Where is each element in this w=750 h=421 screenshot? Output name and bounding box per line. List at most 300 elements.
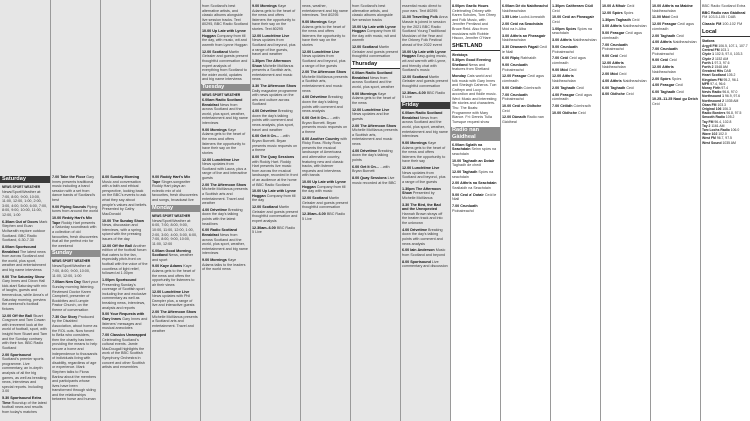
programme-title: 10.00 Up Late with Lynne Hoggan [302,180,346,189]
day-heading: Friday [400,102,450,109]
programme-entry [252,134,298,152]
programme-title: 1.55 Ltrie [502,15,520,20]
programme-entry [402,91,448,100]
column-divider [150,0,151,421]
programme-description: with Roddy Hart. Roddy Hart presents live music from across the musical landscape, recorded in front of an audience at the home of BBC Radio Scotland [252,159,298,187]
programme-title: 6.00 Get It On... [302,116,330,120]
station-name: West Sound [702,140,723,145]
programme-entry [52,264,98,278]
programme-title: 1.30pm Taghadh [602,17,632,22]
programme-title: 8.00 Oidhche [602,92,626,97]
station-value: DAB [724,69,732,74]
programme-description: Ceòl [626,85,634,90]
programme-entry [2,396,48,414]
programme-description: Pìobaireachd [652,51,674,56]
programme-description: Mark Stephen and Euan McIlwraith explore outdoor Scotland. BBC Radio Scotland, 6.30-7.30 [2,219,48,243]
station-value: 105.2 [726,73,736,78]
programme-entry [452,143,498,157]
programme-entry [652,40,698,45]
section-subheading: NEWS SPORT WEATHER [2,185,41,189]
programme-entry [202,4,248,27]
programme-entry [402,248,448,257]
programme-description: Presenting Sunday's coverage of Scottish sport including live and exclusive commentary as well as breaking news, interviews, analysis and reports [102,282,147,310]
programme-title: 4.00 Drivetime [252,109,279,114]
programme-description: Ceòl [676,33,684,38]
programme-description: Ceòl agus còmhradh [552,92,592,102]
programme-title: 9.00 Ceòl [602,53,620,58]
programme-description: Piping tunes from around the world [52,204,98,214]
programme-title: 8.00 The Quay Sessions [252,154,295,159]
programme-title: 12.00 Lunchtime Live [152,289,190,294]
programme-description: Ceòl [676,90,684,95]
column-divider [400,0,401,421]
programme-title: 4.00 Aithris [602,78,623,83]
programme-title: 2.00 Taghadh [552,85,577,90]
programme-title: 4.00 Aithris [652,40,673,45]
programme-description: Celebrating Orkney with Karen Scholes, Tom Ohrey and Folk Music, with Jennifer Pentland and Bruce Reid. Also from musicians with Robbie Hiscox, Jennifer O'Hare [452,8,496,41]
programme-description: Ceòl agus còmhradh [552,56,586,65]
programme-description: Gary Innes and Dixon Hall kick-start Saturday with mix of laughs, guests and tremendous, while Anna's of Saturday morning, preview the weekend's football fixtures [2,279,49,311]
programme-title: Monday [452,73,467,78]
station-name: Smooth Radio [702,115,726,120]
programme-description: Martin Geissler and guests present thoughtful conversation [402,74,448,89]
station-name: Clyde 1 [702,52,716,57]
programme-entry [352,45,398,59]
station-name: West FM [702,136,717,141]
programme-title: 6.30am Out of Doors [2,219,40,224]
programme-title: 11.00 Travelling Folk [402,15,439,20]
programme-description: Michelle McManus presents a Scottish arts, entertainment and music news [252,63,294,82]
programme-description: Kaye Adams gets to the heart of the news and offers the opportunity for listeners to air their views [152,264,196,287]
listing-column [350,0,400,421]
programme-title: 2.00 Aithris na Seachdain [452,181,497,186]
programme-entry [102,175,148,216]
programme-description: Ceòl [652,101,660,106]
programme-description: Pìobaireachd [502,97,524,102]
programme-title: 4.00 Drivetime [402,227,429,232]
programme-entry [402,15,448,47]
programme-title: 7.00 Ceòl [552,56,570,61]
programme-title: 6.00am Radio Scotland Breakfast [352,71,393,80]
programme-title: 12.30am–6.00 [252,225,277,230]
programme-description: Ceòl [576,85,584,90]
programme-description: Pìobaireachd [552,49,574,54]
programme-description: BBC Radio 5 Live [302,212,346,221]
programme-description: The latest news from across Scotland and the world, plus sport, weather and entertainment and big name interviews [2,249,46,272]
programme-entry [202,258,248,272]
station-value: 96.4, 102.8 [714,119,732,124]
programme-description: Naidheachdan [572,38,597,43]
programme-description: Ceòl [675,83,683,88]
programme-description: Martin Geissler and guests present thoughtful conversation and expert analysis of everything from Scotland to the wider world, updates and big name interviews [202,49,248,82]
programme-entry [302,70,348,93]
programme-description: Ceòl [626,4,635,8]
programme-entry [52,315,98,402]
programme-entry [202,50,248,82]
programme-description: News/Sport/Weather at: 6:00, 7:00, 8:00, 9:00, 10:00, 11:00, 12:00, 1:00, 2:00, 3:00, 4:00, 5:00, 6:00, 7:00, 8:00, 9:00, 10:00, 11:00, 12:00 [152,218,198,246]
programme-title: 2.00 The Afternoon Show [352,123,397,128]
programme-entry [502,93,548,102]
programme-title: 5.30pm Good Evening Shetland [452,57,491,67]
programme-description: Hannah Brown strays off the beaten track and into the unknown [402,211,443,226]
programme-entry [602,54,648,59]
programme-description: News updates from Scotland and beyond, plus a range of live guests [302,54,346,68]
programme-entry [602,72,648,77]
programme-entry [602,11,648,16]
programme-entry [552,86,598,91]
station-value: 103.1 [720,48,729,53]
programme-entry [402,4,448,13]
programme-description: news, weather, entertainment and big name interviews. Text 80295 [302,4,348,18]
programme-entry [252,189,298,203]
station-name: Oban FM [702,102,718,107]
programme-entry [102,278,148,310]
station-name: Wave 102 [702,132,719,137]
programme-description: Breaking down the day's talking points with comment and news analysis [402,227,443,246]
station-value: 1548 AM [714,64,728,69]
programme-title: 7.30 Our Story [52,314,79,319]
programme-description: Gary Innes and listeners' messages and musical anecdotes [102,316,148,331]
programme-description: Naidheachdan [622,24,647,29]
column-divider [250,0,251,421]
programme-entry [552,15,598,24]
programme-entry [452,4,498,41]
programme-description: Daily magazine programme with news updates on the arts and culture across Scotland [252,88,298,107]
programme-description: News updates with Phil Dampier plus, a range of live and interactive guests [152,294,195,308]
programme-entry [402,141,448,164]
programme-entry [152,310,198,333]
programme-title: 4.00 Drivetime [302,95,329,100]
programme-entry [652,58,698,63]
programme-description: Seallaidh na Seachdain [452,185,491,190]
column-divider [650,0,651,421]
programme-entry [52,216,98,248]
station-name: Forth 2 [702,64,715,69]
programme-title: 3.30 The Bird, the Bad and the Unexpected [402,202,441,212]
programme-description: Ceòl [552,8,560,13]
programme-title: 12.00 Aithris [552,74,574,79]
programme-entry [302,196,348,210]
programme-title: 12.00 Lunchtime Live [352,107,390,112]
programme-title: 9.00 Mornings [202,127,228,132]
programme-entry [302,116,348,134]
programme-entry [552,45,598,54]
programme-description: Company from till the day [252,193,296,203]
programme-description: Seinn spòrs na seachdain [452,147,497,156]
programme-entry [2,220,48,243]
programme-description: Spòrs na seachdain [552,26,592,36]
programme-description: Còmhradh [573,103,591,108]
station-name: Argyll FM [702,43,719,48]
programme-title: 1.30pm Caithream Ciùil [552,4,593,8]
programme-entry [152,219,198,247]
station-value: 96.6, 97.0 [722,90,738,95]
programme-description: News, weather and sport [152,253,193,262]
programme-entry [252,59,298,82]
programme-title: 6.00 Iain Anderson [402,248,436,253]
programme-title: 5.00 Cèilidh [502,85,524,90]
programme-entry [702,11,748,20]
programme-entry [602,86,648,91]
programme-entry [2,275,48,312]
station-value: 1161 AM [711,123,725,128]
programme-description: Stuart Cosgrove and Tam Cowan with irreverent look at the world of football, sport, with insight from Stuart and Tam and the Sunday contrary with their fun. BBC Radio Scotland [2,313,48,350]
programme-description: ...with Bryan Burnett. Bryan presents music requests on a theme [252,134,298,153]
station-name: Greatest Hits [702,69,725,74]
programme-description: Ceòl [552,19,560,24]
programme-entry [202,158,248,181]
listing-column [100,0,150,421]
programme-description: BBC Radio Scotland Extra [702,4,746,8]
programme-entry [502,4,548,13]
programme-title: 12.00 Aithris [652,65,674,70]
station-value: 97.3, 97.6 [714,60,730,65]
programme-entry [652,4,698,13]
programme-entry [402,50,448,73]
programme-entry [152,249,198,263]
programme-entry [402,111,448,139]
programme-title: 10.00 Reddy Hart's Mix Tape [52,216,93,225]
station-name: Tay 2 [702,123,712,128]
programme-description: Singer-songwriter Roddy Hart plays an eclectic mix of old favourites, fresh discoveries and songs, broadcast live [152,179,198,202]
programme-entry [652,15,698,20]
station-name: Two Lochs Radio [702,128,731,132]
programme-description: Ceòl agus còmhradh [502,74,545,84]
programme-description: Ceòl le Niall [502,44,548,54]
programme-entry [502,56,548,61]
listing-column [200,0,250,421]
listing-column [300,0,350,421]
station-name: Northsound 2 [702,98,725,103]
programme-description: Ceòl le Niall [452,192,497,202]
programme-entry [102,312,148,330]
programme-title: 12.00 Lunchtime Live [202,157,240,162]
programme-entry [202,128,248,156]
programme-title: 2.00 Taghadh [652,33,677,38]
programme-title: 2.00 The Afternoon Show [202,182,247,187]
programme-entry [352,108,398,122]
programme-title: 5.00 Your Requests with Gary Innes [102,312,145,321]
programme-description: Luchd-Iomraidh [519,15,545,20]
programme-title: 8.00 Another Country [302,136,341,141]
station-value: 96.8, 97.5 [726,111,742,116]
programme-entry [602,79,648,84]
programme-entry [452,159,498,168]
programme-title: 10.25–11.25 Naoi gu Deich [652,96,698,101]
programme-title: 5.00 Crunluath [552,44,578,49]
programme-title: 6.00 Ripiq [502,56,521,61]
programme-title: 1.30pm The Afternoon Show [402,186,441,196]
programme-description: Ceòl [578,110,586,115]
programme-title: 3.30 The Afternoon Show [252,84,297,89]
section-subheading: NEWS SPORT WEATHER [152,213,191,218]
programme-entry [302,20,348,48]
programme-description: Kaye Adams gets to the heart of the news and offers listeners the opportunity to have their say [402,140,446,164]
station-name: Northsound 1 [702,94,725,99]
listing-column [150,0,200,421]
programme-description: Breaking down the day's talking points with comment and news analysis, plus sport, travel and weather [252,109,295,132]
programme-title: 9.00 Mornings [352,91,378,96]
programme-description: Naidheachdan [672,40,697,45]
programme-description: News updates from Scotland and beyond, plus a range of live guests [402,170,446,184]
section-subheading: Weekdays [452,52,468,57]
station-value: 96.9, 97.6 [724,94,741,99]
programme-entry [252,109,298,132]
section-subheading: NEWS SPORT WEATHER [52,259,91,264]
programme-title: 3.00 Aithris [602,24,623,29]
programme-entry [702,22,748,27]
programme-title: 6.00 Taghadh [602,85,627,90]
programme-title: 6.00 Get It On... [252,134,280,139]
programme-description: News updates from Scotland and beyond, plus a range of live guests, travel and weather [252,38,296,57]
programme-entry [352,176,398,185]
programme-description: Naidheachdan [652,8,676,13]
programme-description: Breaking down the day's talking points with the latest headlines [202,207,243,226]
programme-entry [502,45,548,54]
programme-entry [252,155,298,187]
station-value: 103.3 [717,102,726,107]
programme-description: ...with Bryan Burnett [352,164,390,174]
station-value: 1035 AM [724,98,739,103]
programme-title: 12.30am–6.00 [402,90,427,95]
programme-entry [552,104,598,109]
programme-description: Ceòl [625,92,634,97]
programme-description: Cats world and folk music with Gary Innes and Shelagh Caheros. Tue: Cathryn and Lucy: accordion and fiddle music. Wed: Music and interesting life stories and characters. Thu: The Boats: Programme with Mary Blance. Fri: Dennis Tulla Tuesque request show [452,73,497,124]
programme-title: 6.00am Radio Scotland Breakfast [402,111,443,120]
programme-description: Còmhradh [523,85,541,90]
programme-description: News from across Scotland and the world, plus sport, weather, entertainment and big name interviews [202,233,248,256]
programme-description: Company from till the day, with music, wit and warmth from Lynne Hoggan [202,33,248,47]
programme-description: News, discussion and interviews, with a spring spiced with the pressing issues of the day [102,223,142,241]
programme-description: Michelle McManus presents a Scottish arts and entertainment. Travel and weather [202,187,248,206]
programme-title: 12.00 Feasgar [502,74,528,79]
programme-entry [702,4,748,9]
programme-description: Ceòl [618,72,627,77]
column-divider [50,0,51,421]
programme-entry [652,77,698,82]
section-subheading: NEWS SPORT WEATHER [202,93,241,98]
programme-entry [302,137,348,178]
column-divider [450,0,451,421]
programme-entry [652,65,698,74]
programme-description: Gary Innes presents traditional music including a band session with a set from dance bands of Scotland's best [52,175,96,202]
programme-description: Roddy Hart presents a Saturday soundtrack with a collection of old favourites, fresh discoveries that all the perfect mix for the weekend [52,220,98,248]
programme-description: Start your Sunday morning listening. Reviewed Doctor Karen Campbell, presenter of Bookbites and Lumpie Pastor Church, on the theme of conversation [52,280,98,312]
programme-entry [302,95,348,113]
programme-entry [302,4,348,18]
listing-column [500,0,550,421]
programme-entry [652,83,698,88]
programme-description: Ceòl [631,17,640,22]
column-divider [600,0,601,421]
column-divider [500,0,501,421]
station-value: 95.2, 96.1 [723,77,739,82]
programme-description: Produced by the Disabled Association, about home as the ROL outs. Now forced to Bella who considers, then the charity has been providing the means to help secure a home and independence to thousands of individuals living with disability, regardless of age or experience. Mark Stephen talks to Fiona Barlow about the members and participants whose lives have been transformed through skiing and the relationships between horse and human [52,314,98,402]
programme-description: Radio nan Gàidheal [502,115,544,124]
programme-description: BBC Radio 5 Live [252,225,296,235]
programme-entry [252,4,298,32]
programme-description: Easy-going music, wit and warmth with Lynne, and friendly chat with Scotland's music [402,54,447,73]
programme-title: 4.00 Feasgar [652,83,676,88]
programme-description: Naidheachdan [652,69,676,74]
programme-title: 12.00 Off the Ball [102,243,133,248]
programme-title: 8.00 Sunday Morning [102,175,140,179]
programme-description: Naidheachdan [502,8,526,13]
listing-column [0,0,50,421]
station-name: Nevis Radio [702,90,723,95]
programme-title: 12.00 Lunchtime Live [252,33,290,38]
programme-title: 9.00 Mornings [252,4,278,8]
programme-entry [352,149,398,163]
programme-title: 12.00 Dùnadh [502,115,528,120]
programme-description: Company from till the day with music, wit and warmth [352,29,397,43]
programme-description: Kaye Adams talks to the leaders of the world news [202,258,246,272]
programme-entry [302,212,348,221]
station-name: Moray Firth [702,85,722,90]
programme-description: Michelle McManus presents a Scottish arts, entertainment and music news [352,128,398,146]
programme-description: 100-102 FM [722,22,743,27]
programme-entry [352,165,398,174]
programme-entry [252,226,298,235]
programme-entry [552,27,598,36]
programme-title: 6.00am Good Morning Scotland [152,248,191,258]
programme-description: Another edition of the football forum that caters to the fan, especially pitch-front on football with the voice of the countless of light relief, followed at 1.00pm [102,243,148,276]
station-value: 96.7, 97.5 [716,136,732,141]
programme-title: 12.00 Scotland [252,205,279,210]
listing-column [250,0,300,421]
day-heading: Monday [150,205,200,212]
programme-title: 12.00 Lunchtime Live [302,49,340,54]
programme-entry [302,180,348,194]
programme-description: Music and conversation with a faith and ethical perspective, looking back on the BBC's events to ask what they say about people's values and beliefs. Presented by Cathy MacDonald [102,179,148,216]
programme-entry [202,29,248,47]
programme-description: News from across Scotland and the world, plus sport, weather, entertainment and big name interviews [202,102,248,126]
listing-column [50,0,100,421]
programme-entry [652,34,698,39]
programme-entry [552,74,598,83]
programme-entry [302,50,348,68]
programme-entry [602,92,648,97]
day-heading: Thursday [350,61,400,69]
programme-description: Live commentary and discussion [402,259,448,269]
programme-entry [152,290,198,308]
programme-title: 4.00 Feasgar [552,92,576,97]
programme-description: essential music direct to your ears. Text 80295 [402,4,442,13]
programme-entry [202,183,248,206]
listing-column [700,0,750,421]
station-value: 102.5, 97.0, 103.3 [715,52,743,57]
programme-title: 10.00 A Mhuir [602,4,627,8]
programme-description: Martin Geissler and guests present thoughtful conversation and expert analysis [252,205,298,224]
programme-entry [452,181,498,190]
programme-entry [602,4,648,9]
programme-description: Martin Geissler and guests present thoughtful conversation [352,45,398,59]
programme-title: 1.30pm The Afternoon Show [252,58,291,68]
station-name: Clyde 2 [702,56,716,61]
programme-title: 10.00 Up Late with Lynne Hoggan [202,29,246,38]
programme-entry [252,205,298,223]
programme-entry [552,93,598,102]
programme-description: FM 103.5-105 / DAB [702,15,736,20]
programme-entry [652,47,698,56]
programme-description: with Ricky Ross. Ricky Ross presents the musical landscape of Americana and alternative country, featuring new and classic tracks, with listener requests and interviews with bands [302,136,347,178]
programme-description: Spòrs [671,76,682,81]
programme-entry [402,203,448,226]
programme-entry [502,86,548,91]
programme-description: Ceòl [670,15,679,20]
programme-title: 9.00 Mornings [402,140,428,145]
programme-title: 12.00 Scotland [202,49,229,54]
